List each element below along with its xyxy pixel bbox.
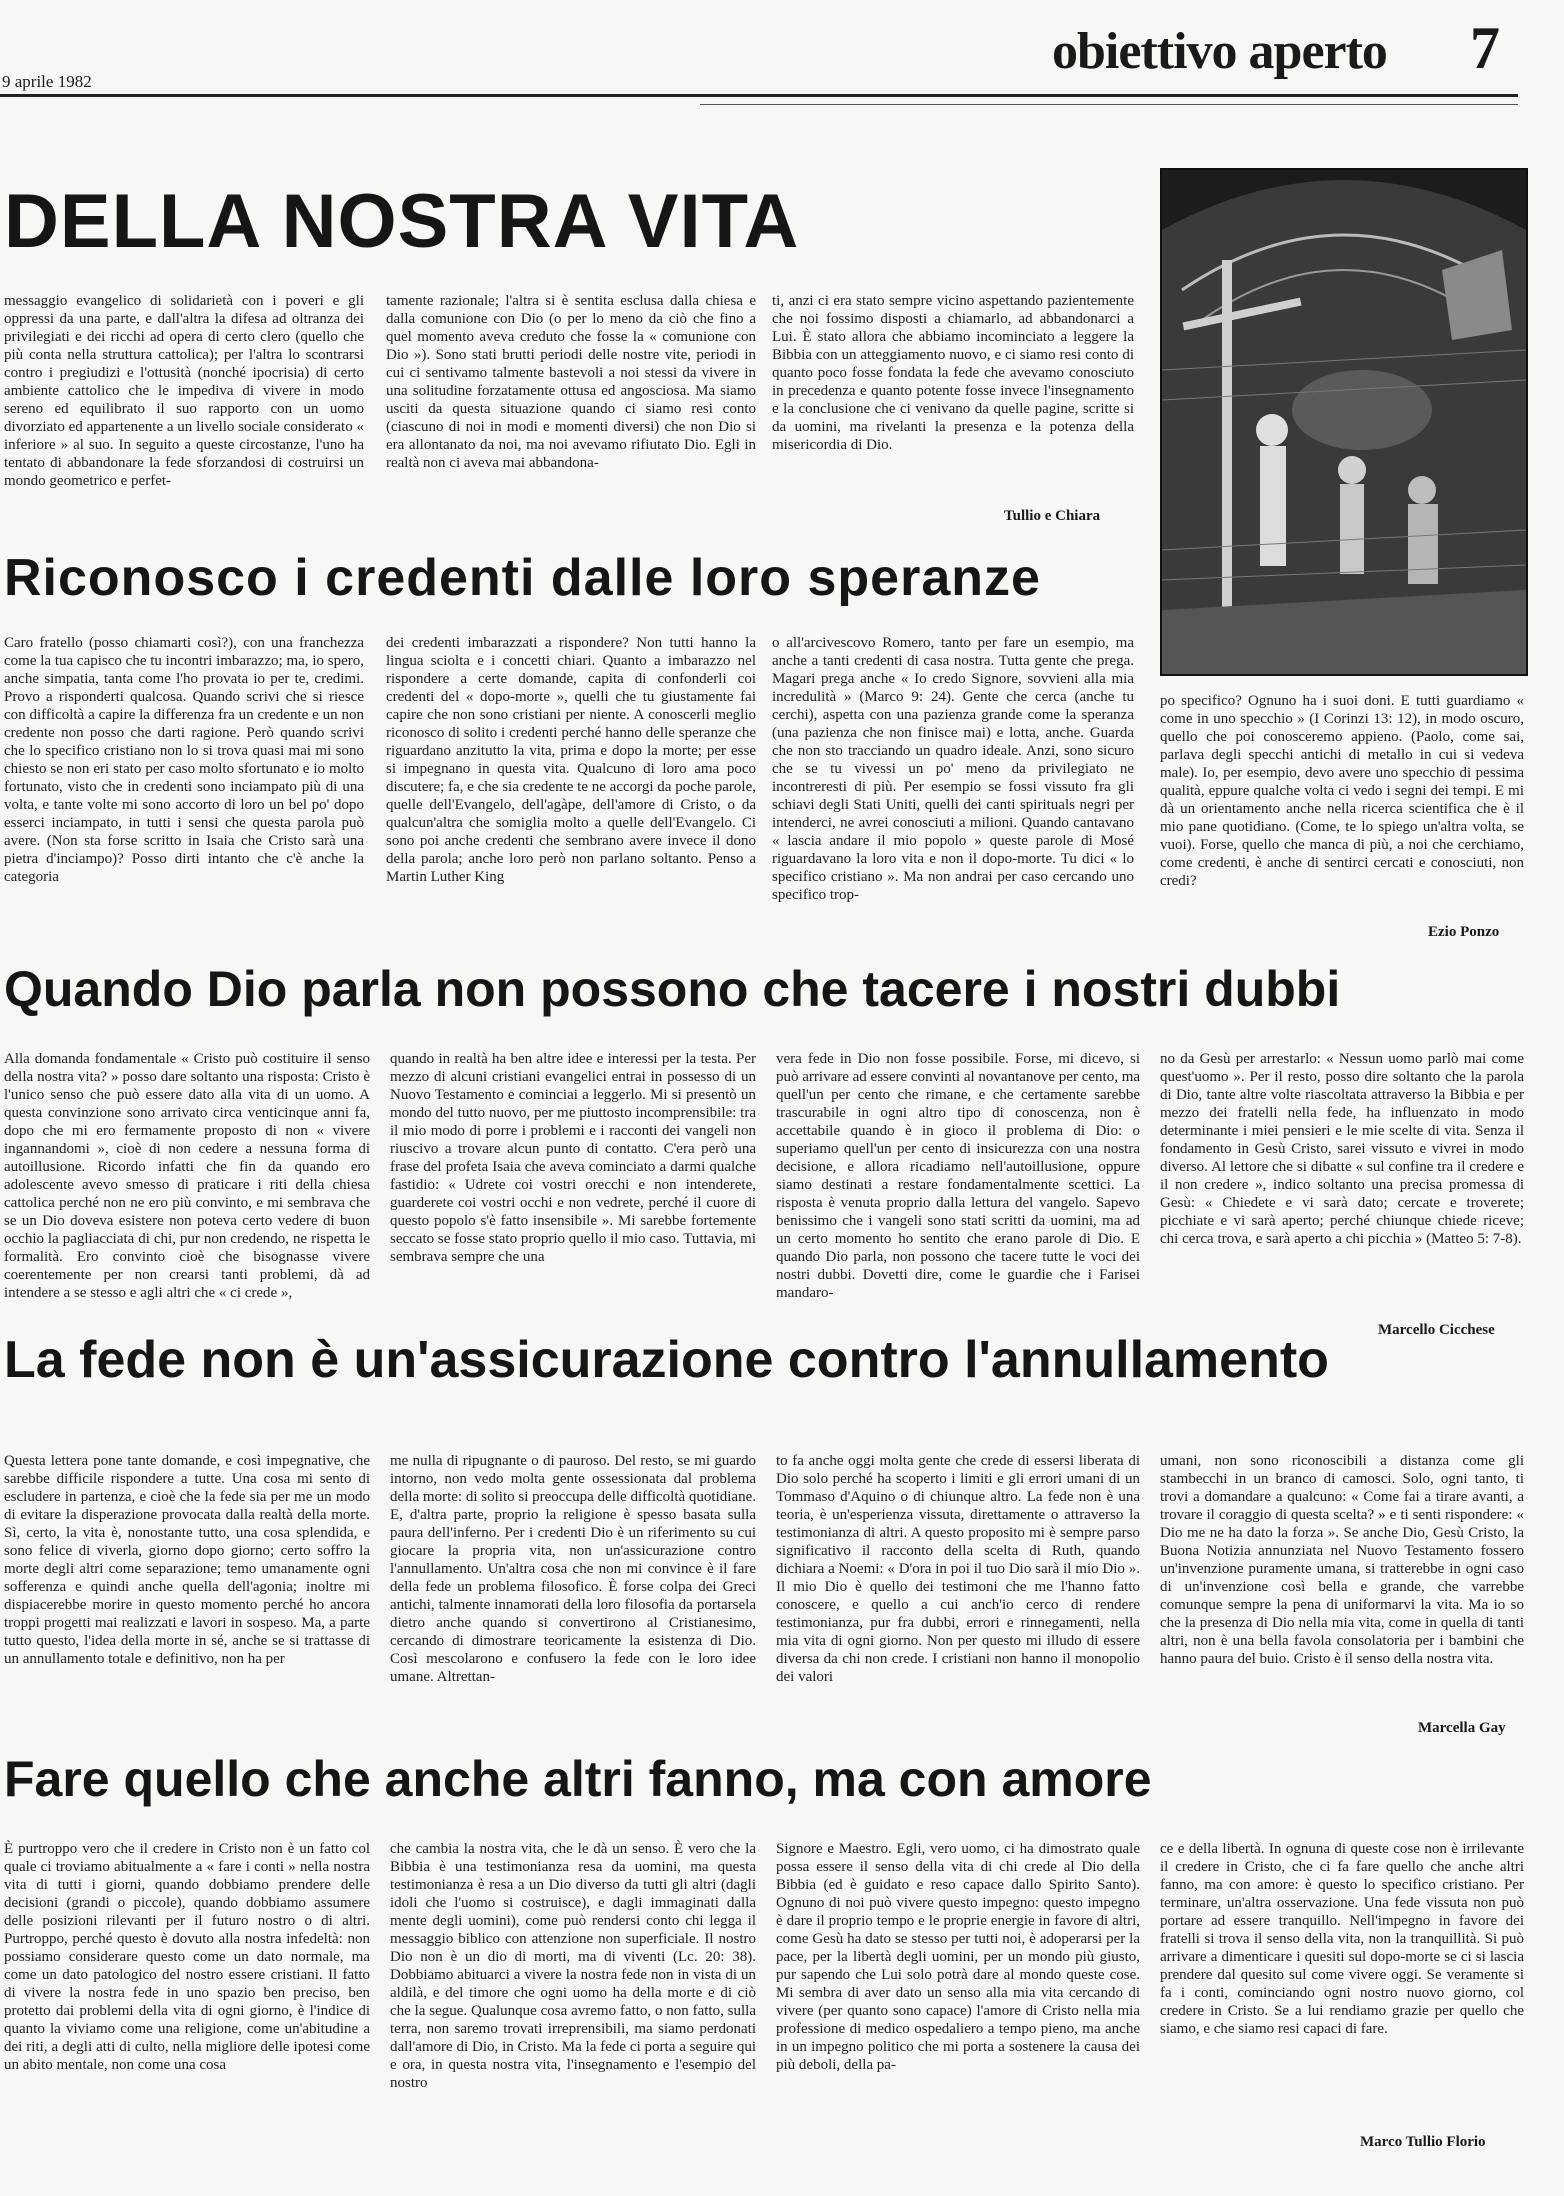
article-5-column-3: Signore e Maestro. Egli, vero uomo, ci ha dimostrato quale possa essere il senso della vita di chi crede al Dio della Bibbia (ed è guidato e reso capace dallo Spirito Santo). Ognuno di noi può vivere questo impegno: questo impegno è dare il proprio tempo e le proprie energie in favore di altri, come Gesù ha dato se stesso per tutti noi, è adoperarsi per la pace, per la libertà degli uomini, per un mondo più giusto, pur sapendo che Lui solo potrà dare al mondo queste cose. Mi sembra di aver dato un senso alla mia vita cercando di vivere (per quanto sono capace) l'amore di Cristo nella mia professione di medico ospedaliero a tempo pieno, ma anche in un impegno politico che mi porta a sostenere la causa dei più deboli, della pa- (776, 1841, 1140, 2073)
header-rule (0, 94, 1518, 97)
article-4-headline: La fede non è un'assicurazione contro l'annullamento (4, 1331, 1329, 1389)
masthead (0, 0, 1564, 100)
article-5-column-2: che cambia la nostra vita, che le dà un senso. È vero che la Bibbia è una testimonianza resa da uomini, ma questa testimonianza è resa a un Dio diverso da tutti gli altri (dagli idoli che l'uomo si costruisce), e dagli immaginati dalla mente degli uomini), come può rendersi conto chi legga il messaggio biblico con attenzione non superficiale. Il nostro Dio non è un dio di morti, ma di viventi (Lc. 20: 38). Dobbiamo abituarci a vivere la nostra fede non in vista di un aldilà, e del timore che ogni uomo ha della morte e di ciò che la segue. Qualunque cosa avremo fatto, o non fatto, sulla terra, non saremo trovati irreprensibili, ma siamo perdonati dall'amore di Dio, in Cristo. Ma la fede ci porta a seguire qui e ora, in questa nostra vita, l'insegnamento e l'esempio del nostro (390, 1841, 756, 2091)
article-3-column-1: Alla domanda fondamentale « Cristo può costituire il senso della nostra vita? » posso dare soltanto una risposta: Cristo è l'unico senso che può essere dato alla vita di un uomo. A questa convinzione sono arrivato circa venticinque anni fa, dopo che mi ero fermamente proposto di non « vivere ingannandomi », cioè di non cedere a nessuna forma di autoillusione. Ricordo infatti che fin da quando ero adolescente avevo smesso di praticare i riti della chiesa cattolica perché non ne ero più convinto, e mi sembrava che se un Dio doveva esistere non poteva certo vedere di buon occhio la pagliacciata di chi, pur non credendo, ne rispetta le formalità. Ero convinto cioè che bisognasse vivere coerentemente per non crearsi tanti problemi, dà ad intendere a se stesso e agli altri che « ci crede », (4, 1051, 370, 1301)
article-5-headline: Fare quello che anche altri fanno, ma con amore (4, 1751, 1152, 1807)
article-2-column-3: o all'arcivescovo Romero, tanto per fare un esempio, ma anche a tanti credenti di casa nostra. Tutta gente che prega. Magari prega anche « Io credo Signore, sovvieni alla mia incredulità » (Marco 9: 24). Gente che cerca (anche tu cerchi), aspetta con una pazienza grande come la speranza (una pazienza che non finisce mai) e lotta, anche. Guarda che non sto tracciando un quadro ideale. Anzi, sono sicuro che se tu vivessi un po' meno da privilegiato ne incontreresti di più. Per esempio se fossi vissuto fra gli schiavi degli Stati Uniti, quelli dei canti spirituals negri per intenderci, ne avrei conosciuti a milioni. Quando cantavano « lascia andare il mio popolo » queste parole di Mosé riguardavano la loro vita e non il dopo-morte. Tu dici « lo specifico cristiano ». Ma non andrai per caso cercando uno specifico trop- (772, 635, 1134, 903)
article-2-column-2: dei credenti imbarazzati a rispondere? Non tutti hanno la lingua sciolta e i concetti chiari. Quanto a imbarazzo nel rispondere a certe domande, capita di confonderli coi credenti del « dopo-morte », quelli che tu giustamente fai capire che non sono cristiani per niente. A conoscerli meglio riconosco di solito i credenti perché hanno delle speranze che riguardano anzitutto la vita, prima e dopo la morte; per esse si impegnano in questa vita. Qualcuno di loro ama poco discutere; fa, e che sia credente te ne accorgi da poche parole, quelle dell'Evangelo, dell'agàpe, dell'amore di Cristo, o da qualcun'altra che somiglia molto a quelle dell'Evangelo. Ci sono poi anche credenti che sembrano avere invece il dono della parola; anche loro però non parlano soltanto. Penso a Martin Luther King (386, 635, 756, 885)
article-1-signature: Tullio e Chiara (1004, 508, 1101, 524)
article-1-headline: DELLA NOSTRA VITA (4, 179, 800, 264)
article-1-column-3: ti, anzi ci era stato sempre vicino aspettando pazientemente che noi fossimo disposti a chiamarlo, ad abbandonarci a Lui. È stato allora che abbiamo incominciato a leggere la Bibbia con un atteggiamento nuovo, e ci siamo resi conto di quanto poco fosse fondata la fede che avevamo conosciuto in precedenza e quanto potente fosse invece l'insegnamento e la conclusione che ci venivano da quelle pagine, scritte si da uomini, ma rivelanti la presenza e la potenza della misericordia di Dio. (772, 293, 1134, 453)
issue-date: 9 aprile 1982 (2, 72, 92, 91)
article-2-column-1: Caro fratello (posso chiamarti così?), con una franchezza come la tua capisco che tu incontri imbarazzo; ma, io spero, anche simpatia, tanta come l'ho provata io per te, credimi. Provo a risponderti qualcosa. Quando scrivi che si riesce con difficoltà a capire la differenza fra un credente e un non credente non posso che darti ragione. Però quando scrivi che lo specifico cristiano non lo si trova quasi mai mi sono chiesto se non eri stato per caso molto sfortunato e io molto fortunato, visto che in credenti sono inciampato più di una volta, e tante volte mi sono accorto di loro un bel po' dopo esserci inciampato, in tutti i sensi che questa parola può avere. (Non sta forse scritto in Isaia che Cristo sarà una pietra d'inciampo)? Posso dirti intanto che c'è anche la categoria (4, 635, 364, 885)
article-3-column-4: no da Gesù per arrestarlo: « Nessun uomo parlò mai come quest'uomo ». Per il resto, posso dire soltanto che la parola di Dio, tante altre volte riascoltata attraverso la Bibbia e per mezzo dei fratelli nella fede, ha influenzato in modo determinante i miei pensieri e le mie scelte di vita. Senza il fondamento in Gesù Cristo, sarei vissuto e vivrei in modo diverso. Al lettore che si dibatte « sul confine tra il credere e il non credere », indico soltanto una precisa promessa di Gesù: « Chiedete e vi sarà dato; cercate e troverete; picchiate e vi sarà aperto; perché chiunque chiede riceve; chi cerca trova, e sarà aperto a chi picchia » (Matteo 5: 7-8). (1160, 1051, 1524, 1247)
article-3-signature: Marcello Cicchese (1378, 1322, 1495, 1338)
article-4-column-4: umani, non sono riconoscibili a distanza come gli stambecchi in un branco di camosci. Solo, ogni tanto, ti trovi a domandare a qualcuno: « Come fai a tirare avanti, a trovare il coraggio di questa scelta? » e ti senti rispondere: « Dio me ne ha dato la forza ». Se anche Dio, Gesù Cristo, la Buona Notizia annunziata nel Nuovo Testamento fossero un'invenzione puramente umana, si tratterebbe in ogni caso di un'invenzione così bella e grande, che varrebbe comunque sempre la pena di uniformarvi la vita. Ma io so che la presenza di Dio nella mia vita, come in quella di tanti altri, non è una bella favola consolatoria per i bambini che hanno paura del buio. Cristo è il senso della nostra vita. (1160, 1453, 1524, 1667)
article-4-column-2: me nulla di ripugnante o di pauroso. Del resto, se mi guardo intorno, non vedo molta gente ossessionata dal problema della morte: di solito si preoccupa delle difficoltà quotidiane. E, d'altra parte, proprio la religione è spesso basata sulla paura dell'inferno. Per i credenti Dio è un riferimento su cui giocare la propria vita, non un'assicurazione contro l'annullamento. Un'altra cosa che non mi convince è il fare della fede un problema filosofico. È forse colpa dei Greci antichi, talmente innamorati della loro filosofia da portarsela dietro anche quando si convertirono al Cristianesimo, cercando di dimostrare teoricamente la esistenza di Dio. Così mescolarono e confusero la fede con le loro idee umane. Altrettan- (390, 1453, 756, 1685)
article-3-column-3: vera fede in Dio non fosse possibile. Forse, mi dicevo, si può arrivare ad essere convinti al novantanove per cento, ma quell'un per cento che rimane, e che certamente sarebbe trascurabile in ogni altro tipo di conoscenza, non è accettabile quando è in gioco il problema di Dio: o superiamo quell'un per cento di insicurezza con una nostra decisione, e allora ricadiamo nell'autoillusione, oppure siamo destinati a restare fondamentalmente scettici. La risposta è venuta proprio dalla lettura del vangelo. Sapevo benissimo che i vangeli sono stati scritti da uomini, ma ad un certo momento ho sentito che erano parole di Dio. E quando Dio parla, non possono che tacere tutte le voci dei nostri dubbi. Dovetti dire, come le guardie che i Farisei mandaro- (776, 1051, 1140, 1301)
article-4-column-1: Questa lettera pone tante domande, e così impegnative, che sarebbe difficile rispondere a tutte. Una cosa mi sento di escludere in partenza, e cioè che la fede sia per me un modo di evitare la disperazione provocata dalla realtà della morte. Sì, certo, la vita è, nonostante tutto, una cosa splendida, e sono felice di viverla, giorno dopo giorno; certo soffro la morte degli altri come separazione; temo umanamente ogni sofferenza e quindi anche quella dell'agonia; inoltre mi dispiacerebbe morire in questo momento perché ho ancora troppi progetti mai realizzati e lavori in sospeso. Ma, a parte tutto questo, l'idea della morte in sé, anche se si trattasse di un annullamento totale e definitivo, non ha per (4, 1453, 370, 1667)
article-2-column-4: po specifico? Ognuno ha i suoi doni. E tutti guardiamo « come in uno specchio » (I Corinzi 13: 12), in modo oscuro, quello che poi conosceremo appieno. (Paolo, come sai, parlava degli specchi antichi di metallo in cui si vedeva male). Io, per esempio, devo avere uno specchio di pessima qualità, eppure qualche volta ci vedo i segni dei tempi. E mi dà un orientamento anche nella ricerca scientifica che è il mio pane quotidiano. (Come, te lo spiego un'altra volta, se vuoi). Forse, quello che manca di più, a noi che cerchiamo, come credenti, è anche di sentirci cercati e conosciuti, non credi? (1160, 693, 1524, 889)
article-5-column-1: È purtroppo vero che il credere in Cristo non è un fatto col quale ci troviamo abitualmente a « fare i conti » nella nostra vita di tutti i giorni, quando dobbiamo prendere delle decisioni (grandi o piccole), quando dobbiamo assumere delle posizioni rilevanti per il futuro nostro o di altri. Purtroppo, perché questo è dovuto alla nostra infedeltà: non possiamo considerare questo come un dato normale, ma come un dato patologico del nostro essere cristiani. Il fatto di vivere la nostra fede in uno spazio ben preciso, ben protetto dai problemi della vita di ogni giorno, è l'indice di quanto la viviamo come una religione, come un'abitudine a dei riti, a degli atti di culto, nella migliore delle ipotesi come un abito mentale, non come una cosa (4, 1841, 370, 2073)
article-4-signature: Marcella Gay (1418, 1720, 1506, 1736)
article-5-signature: Marco Tullio Florio (1360, 2134, 1486, 2150)
article-2-headline: Riconosco i credenti dalle loro speranze (4, 549, 1041, 607)
article-4-column-3: to fa anche oggi molta gente che crede di essersi liberata di Dio solo perché ha scoperto i limiti e gli errori umani di un Tommaso d'Aquino o di chiunque altro. La fede non è una teoria, è un'esperienza vissuta, direttamente o attraverso la testimonianza di altri. A questo proposito mi è sempre parso significativo il racconto della scelta di Ruth, quando dichiara a Noemi: « D'ora in poi il tuo Dio sarà il mio Dio ». Il mio Dio è quello dei testimoni che me l'hanno fatto conoscere, e quello a cui anch'io cerco di rendere testimonianza, pur fra dubbi, errori e rinnegamenti, nella mia vita di ogni giorno. Non per questo mi illudo di essere diversa da chi non crede. I cristiani non hanno il monopolio dei valori (776, 1453, 1140, 1685)
article-2-signature: Ezio Ponzo (1428, 924, 1500, 940)
article-1-column-2: tamente razionale; l'altra si è sentita esclusa dalla chiesa e dalla comunione con Dio (o per lo meno da ciò che fino a quel momento aveva creduto che fosse la « comunione con Dio »). Sono stati brutti periodi delle nostre vite, periodi in cui ci sentivamo talmente bastevoli a noi stessi da vivere in una solitudine forzatamente ottusa ed angosciosa. Ma siamo usciti da questa situazione quando ci siamo resi conto (ciascuno di noi in modi e momenti diversi) che non Dio si era allontanato da noi, ma noi avevamo rifiutato Dio. Egli in realtà non ci aveva mai abbandona- (386, 293, 756, 471)
article-1-column-1: messaggio evangelico di solidarietà con i poveri e gli oppressi da una parte, e dall'altra la difesa ad oltranza dei privilegiati e dei ricchi ad opera di certo clero (quello che più conta nella struttura cattolica); per l'altra lo scontrarsi contro i pregiudizi e l'ottusità (nonché ipocrisia) di certo ambiente cattolico che le impediva di vivere in modo sereno ed equilibrato il suo rapporto con un uomo divorziato ed appartenente a un livello sociale considerato « inferiore » al suo. In seguito a queste circostanze, l'uno ha tentato di abbandonare la fede sforzandosi di costruirsi un mondo geometrico e perfet- (4, 293, 364, 489)
article-3-headline: Quando Dio parla non possono che tacere i nostri dubbi (4, 961, 1341, 1017)
page-number: 7 (1470, 15, 1500, 81)
header-thin-rule (700, 104, 1518, 105)
engraving-illustration-icon (1160, 168, 1528, 676)
article-5-column-4: ce e della libertà. In ognuna di queste cose non è irrilevante il credere in Cristo, che ci fa fare quello che anche altri fanno, ma con amore: è questo lo specifico cristiano. Per terminare, un'altra osservazione. Una fede vissuta non può portare ad essere tranquillo. Nell'impegno in favore dei fratelli si trova il senso della vita, non la tranquillità. Si può arrivare a dimenticare i quesiti sul dopo-morte se ci si lascia prendere dal quesito sul come vivere oggi. Se veramente si fa i conti, cominciando ogni nostro nuovo giorno, col credere in Cristo. Se a lui rendiamo grazie per quello che siamo, e che siamo resi capaci di fare. (1160, 1841, 1524, 2037)
article-3-column-2: quando in realtà ha ben altre idee e interessi per la testa. Per mezzo di alcuni cristiani evangelici entrai in possesso di un Nuovo Testamento e cominciai a leggerlo. Mi si presentò un mondo del tutto nuovo, per me piuttosto incomprensibile: tra il mio modo di porre i problemi e i racconti dei vangeli non riuscivo a trovare alcun punto di contatto. C'era però una frase del profeta Isaia che aveva cominciato a darmi qualche fastidio: « Udrete coi vostri orecchi e non intenderete, guarderete coi vostri occhi e non vedrete, perché il cuore di questo popolo s'è fatto insensibile ». Mi sarebbe fortemente seccato se fosse stato proprio quello il mio caso. Tuttavia, mi sembrava sempre che una (390, 1051, 756, 1265)
section-title: obiettivo aperto (1052, 23, 1387, 80)
